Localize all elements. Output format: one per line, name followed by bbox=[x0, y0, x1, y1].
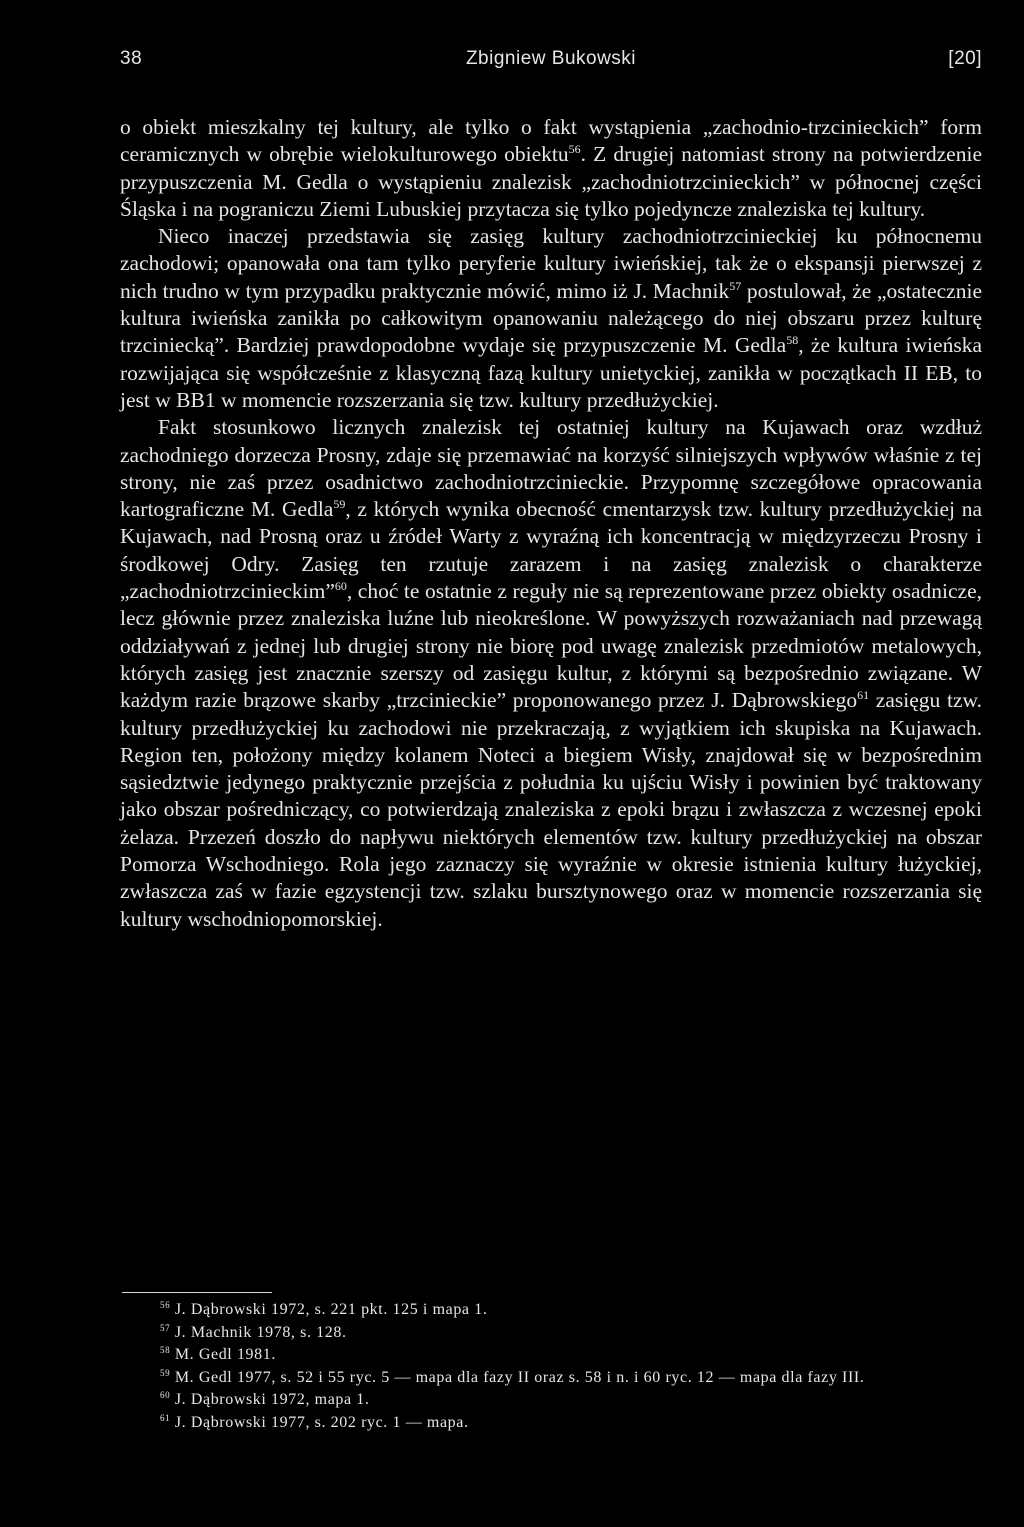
footnote bbox=[120, 1389, 982, 1412]
text-run: . Z drugiej natomiast strony na potwierdzenie przypuszczenia M. Gedla o wystąpieniu znalezisk „zachodniotrzcinieckich” w północnej części Śląska i na pograniczu Ziemi Lubuskiej przytacza się tylko pojedyncze znaleziska tej kultury. bbox=[120, 142, 982, 221]
footnote-number: 59 bbox=[160, 1367, 171, 1378]
footnote-number: 57 bbox=[160, 1322, 171, 1333]
text-run: Nieco inaczej przedstawia się zasięg kultury zachodniotrzcinieckiej ku północnemu zachodowi; opanowała ona tam tylko peryferie kultury iwieńskiej, tak że o ekspansji pierwszej z nich trudno w tym przypadku praktycznie mówić, mimo iż J. Machnik bbox=[120, 224, 982, 303]
footnote-ref: 56 bbox=[568, 142, 581, 157]
footnote-text: J. Dąbrowski 1972, mapa 1. bbox=[174, 1391, 370, 1408]
footnote-text: M. Gedl 1981. bbox=[174, 1346, 276, 1363]
footnote-separator bbox=[122, 1292, 272, 1293]
footnote bbox=[120, 1299, 982, 1322]
footnote bbox=[120, 1322, 982, 1345]
footnote-ref: 57 bbox=[729, 278, 742, 293]
text-run: , choć te ostatnie z reguły nie są reprezentowane przez obiekty osadnicze, lecz głównie przez znaleziska luźne lub nieokreślone. W powyższych rozważaniach nad przewagą oddziaływań z jednej lub drugiej strony nie biorę pod uwagę znalezisk przedmiotów metalowych, których zasięg jest znacznie szerszy od zasięgu kultur, z którymi są bezpośrednio związane. W każdym razie brązowe skarby „trzcinieckie” proponowanego przez J. Dąbrowskiego bbox=[120, 579, 982, 713]
footnote bbox=[120, 1367, 982, 1390]
footnote-number: 60 bbox=[160, 1390, 171, 1400]
text-run: o obiekt mieszkalny tej kultury, ale tylko o fakt wystąpienia „zachodnio-trzcinieckich” form ceramicznych w obrębie wielokulturowego obiektu bbox=[120, 115, 982, 167]
page-number: 38 bbox=[120, 48, 143, 69]
footnote bbox=[120, 1412, 982, 1435]
text-run: postulował, że „ostatecznie kultura iwieńska zanikła po całkowitym opanowaniu należącego do niej obszaru przez kulturę trzciniecką”. Bardziej prawdopodobne wydaje się przypuszczenie M. Gedla bbox=[120, 278, 982, 358]
footnote bbox=[120, 1344, 982, 1367]
footnote-text: M. Gedl 1977, s. 52 i 55 ryc. 5 — mapa dla fazy II oraz s. 58 i n. i 60 ryc. 12 — mapa dla fazy III. bbox=[174, 1368, 865, 1386]
footnotes bbox=[120, 1299, 982, 1434]
footnote-ref: 59 bbox=[333, 497, 346, 512]
paragraph bbox=[120, 223, 982, 414]
footnote-text: J. Dąbrowski 1972, s. 221 pkt. 125 i mapa 1. bbox=[174, 1301, 488, 1318]
text-run: Fakt stosunkowo licznych znalezisk tej ostatniej kultury na Kujawach oraz wzdłuż zachodniego dorzecza Prosny, zdaje się przemawiać na korzyść silniejszych wpływów właśnie z tej strony, nie zaś przez osadnictwo zachodniotrzcinieckie. Przypomnę szczegółowe opracowania kartograficzne M. Gedla bbox=[120, 415, 982, 522]
footnote-ref: 58 bbox=[786, 333, 799, 348]
text-run: zasięgu tzw. kultury przedłużyckiej ku zachodowi nie przekraczają, z wyjątkiem ich skupiska na Kujawach. Region ten, położony między kolanem Noteci a biegiem Wisły, znajdował się w bezpośrednim sąsiedztwie jedynego praktycznie przejścia z południa ku ujściu Wisły i powinien być traktowany jako obszar pośredniczący, co potwierdzają znaleziska z epoki brązu i zwłaszcza z wczesnej epoki żelaza. Przezeń doszło do napływu niektórych elementów tzw. kultury przedłużyckiej na obszar Pomorza Wschodniego. Rola jego zaznaczy się wyraźnie w okresie istnienia kultury łużyckiej, zwłaszcza zaś w fazie egzystencji tzw. szlaku bursztynowego oraz w momencie rozszerzania się kultury wschodniopomorskiej. bbox=[120, 688, 982, 931]
body-text bbox=[120, 114, 982, 933]
footnote-number: 61 bbox=[160, 1412, 171, 1423]
paragraph bbox=[120, 114, 982, 223]
footnote-ref: 61 bbox=[857, 688, 870, 703]
footnote-ref: 60 bbox=[334, 579, 347, 594]
footnote-text: J. Dąbrowski 1977, s. 202 ryc. 1 — mapa. bbox=[174, 1413, 469, 1431]
footnote-text: J. Machnik 1978, s. 128. bbox=[174, 1323, 347, 1341]
text-run: , że kultura iwieńska rozwijająca się współcześnie z klasyczną fazą kultury unietyckiej, zanikła w początkach II EB, to jest w BB1 w momencie rozszerzania się tzw. kultury przedłużyckiej. bbox=[120, 333, 982, 412]
text-run: , z których wynika obecność cmentarzysk tzw. kultury przedłużyckiej na Kujawach, nad Prosną oraz u źródeł Warty z wyraźną ich koncentracją w międzyrzeczu Prosny i środkowej Odry. Zasięg ten rzutuje zarazem i na zasięg znalezisk o charakterze „zachodniotrzcinieckim” bbox=[120, 497, 982, 604]
running-header bbox=[120, 48, 982, 76]
footnote-number: 56 bbox=[160, 1300, 171, 1310]
book-page bbox=[120, 0, 982, 1527]
footnote-number: 58 bbox=[160, 1345, 171, 1355]
section-number: [20] bbox=[948, 48, 982, 69]
running-head-author: Zbigniew Bukowski bbox=[465, 48, 637, 69]
paragraph bbox=[120, 414, 982, 933]
